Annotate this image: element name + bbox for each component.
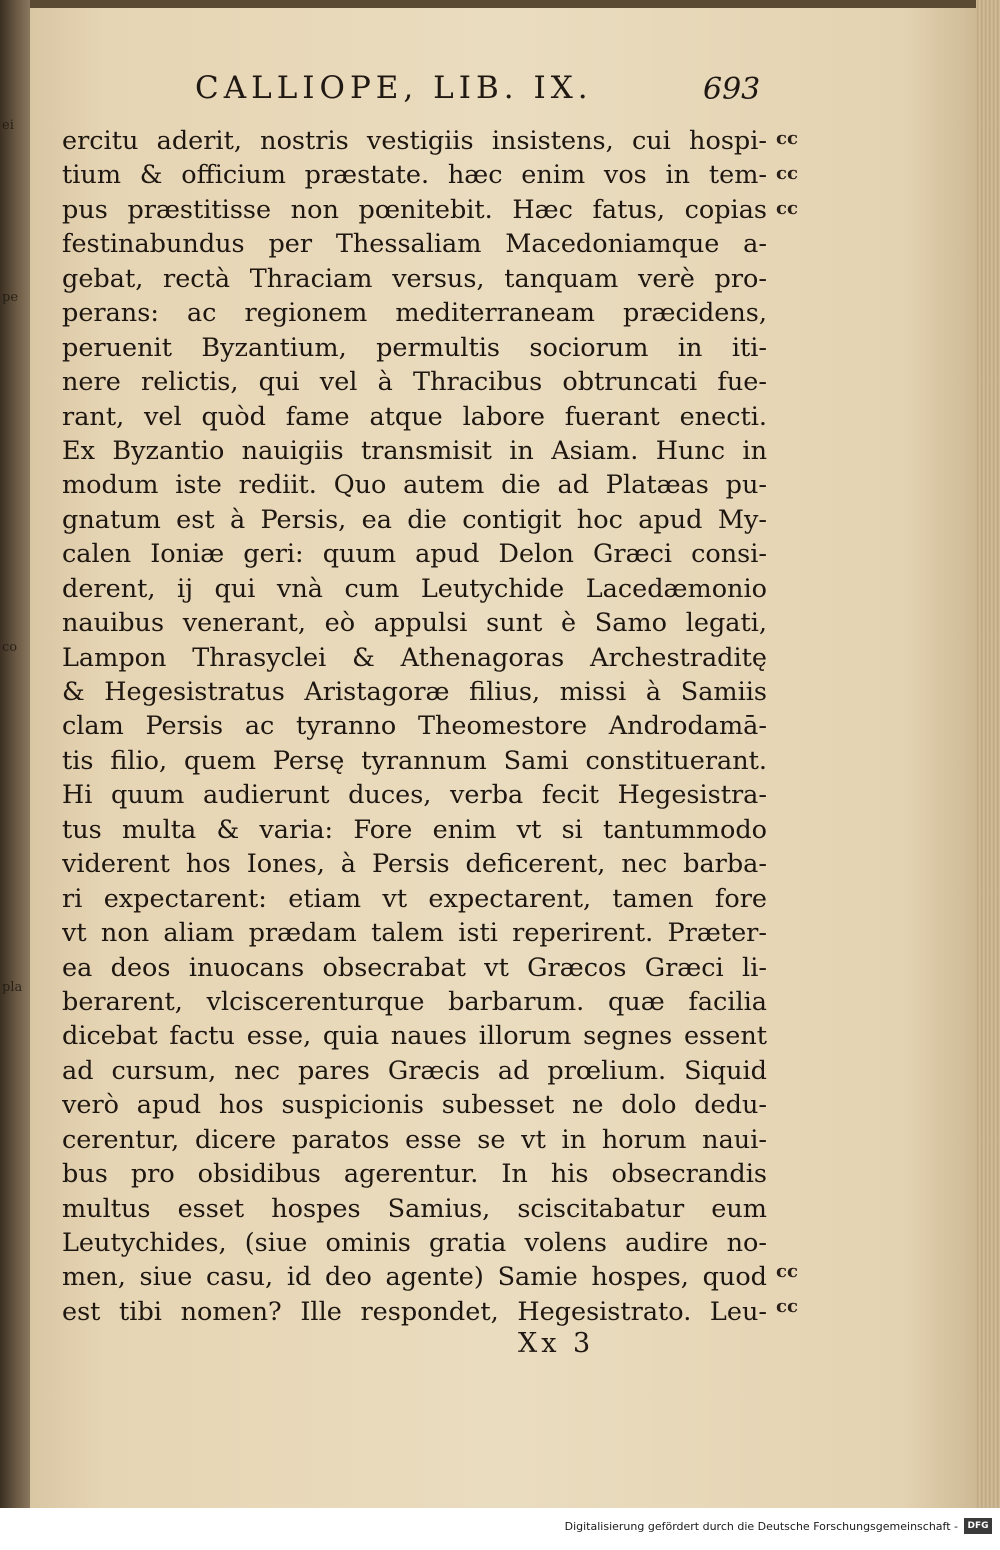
facing-page-fragment: ei: [2, 118, 14, 133]
signature-mark: Xx 3: [518, 1328, 595, 1359]
page-edges: [976, 0, 1000, 1510]
text-line: Hi quum audierunt duces, verba fecit Hegesistra-: [62, 780, 767, 811]
text-line: Ex Byzantio nauigiis transmisit in Asiam. Hunc in: [62, 435, 767, 466]
body-text: [62, 124, 767, 1329]
dfg-logo: DFG: [964, 1518, 992, 1534]
facing-page-edge: [0, 0, 30, 1510]
margin-quote-mark: cc: [776, 1261, 798, 1282]
text-line: men, siue casu, id deo agente) Samie hospes, quod: [62, 1262, 767, 1293]
text-line: calen Ioniæ geri: quum apud Delon Græci consi-: [62, 539, 767, 570]
text-line: perans: ac regionem mediterraneam præcidens,: [62, 298, 767, 329]
text-line: bus pro obsidibus agerentur. In his obsecrandis: [62, 1159, 767, 1190]
page-number: 693: [703, 72, 761, 107]
text-line: ea deos inuocans obsecrabat vt Græcos Græci li-: [62, 952, 767, 983]
text-line: Lampon Thrasyclei & Athenagoras Archestraditę: [62, 642, 767, 673]
text-line: viderent hos Iones, à Persis deficerent, nec barba-: [62, 849, 767, 880]
text-line: derent, ij qui vnà cum Leutychide Lacedæmonio: [62, 573, 767, 604]
text-line: modum iste rediit. Quo autem die ad Platæas pu-: [62, 470, 767, 501]
text-line: pus præstitisse non pœnitebit. Hæc fatus, copias: [62, 194, 767, 225]
running-title: CALLIOPE, LIB. IX.: [195, 70, 593, 106]
text-line: gebat, rectà Thraciam versus, tanquam verè pro-: [62, 263, 767, 294]
text-line: verò apud hos suspicionis subesset ne dolo dedu-: [62, 1090, 767, 1121]
facing-page-fragment: pla: [2, 980, 23, 995]
facing-page-fragment: co: [2, 640, 18, 655]
text-line: nere relictis, qui vel à Thracibus obtruncati fue-: [62, 367, 767, 398]
text-line: & Hegesistratus Aristagoræ filius, missi à Samiis: [62, 677, 767, 707]
text-line: ri expectarent: etiam vt expectarent, tamen fore: [62, 883, 767, 914]
text-line: multus esset hospes Samius, sciscitabatur eum: [62, 1193, 767, 1224]
margin-quote-mark: cc: [776, 198, 798, 219]
text-line: tis filio, quem Persę tyrannum Sami constituerant.: [62, 745, 767, 776]
text-line: ad cursum, nec pares Græcis ad prœlium. Siquid: [62, 1055, 767, 1086]
text-line: cerentur, dicere paratos esse se vt in horum naui-: [62, 1124, 767, 1155]
text-line: tus multa & varia: Fore enim vt si tantummodo: [62, 814, 767, 845]
margin-quote-mark: cc: [776, 1296, 798, 1317]
text-line: dicebat factu esse, quia naues illorum segnes essent: [62, 1021, 767, 1052]
text-line: vt non aliam prædam talem isti reperirent. Præter-: [62, 918, 767, 949]
text-line: Leutychides, (siue ominis gratia volens audire no-: [62, 1228, 767, 1258]
text-line: festinabundus per Thessaliam Macedoniamque a-: [62, 229, 767, 260]
text-line: rant, vel quòd fame atque labore fuerant enecti.: [62, 401, 767, 432]
text-line: gnatum est à Persis, ea die contigit hoc apud My-: [62, 504, 767, 535]
text-line: tium & officium præstate. hæc enim vos in tem-: [62, 160, 767, 191]
funding-credit: Digitalisierung gefördert durch die Deutsche Forschungsgemeinschaft -: [564, 1520, 958, 1533]
text-line: ercitu aderit, nostris vestigiis insistens, cui hospi-: [62, 126, 767, 156]
text-line: peruenit Byzantium, permultis sociorum in iti-: [62, 332, 767, 363]
text-line: clam Persis ac tyranno Theomestore Androdamā-: [62, 711, 767, 742]
footer-bar: [0, 1508, 1000, 1550]
margin-quote-mark: cc: [776, 163, 798, 184]
text-line: berarent, vlciscerenturque barbarum. quæ facilia: [62, 986, 767, 1017]
text-line: est tibi nomen? Ille respondet, Hegesistrato. Leu-: [62, 1296, 767, 1327]
facing-page-fragment: pe: [2, 290, 19, 305]
text-line: nauibus venerant, eò appulsi sunt è Samo legati,: [62, 608, 767, 639]
margin-quote-mark: cc: [776, 128, 798, 149]
